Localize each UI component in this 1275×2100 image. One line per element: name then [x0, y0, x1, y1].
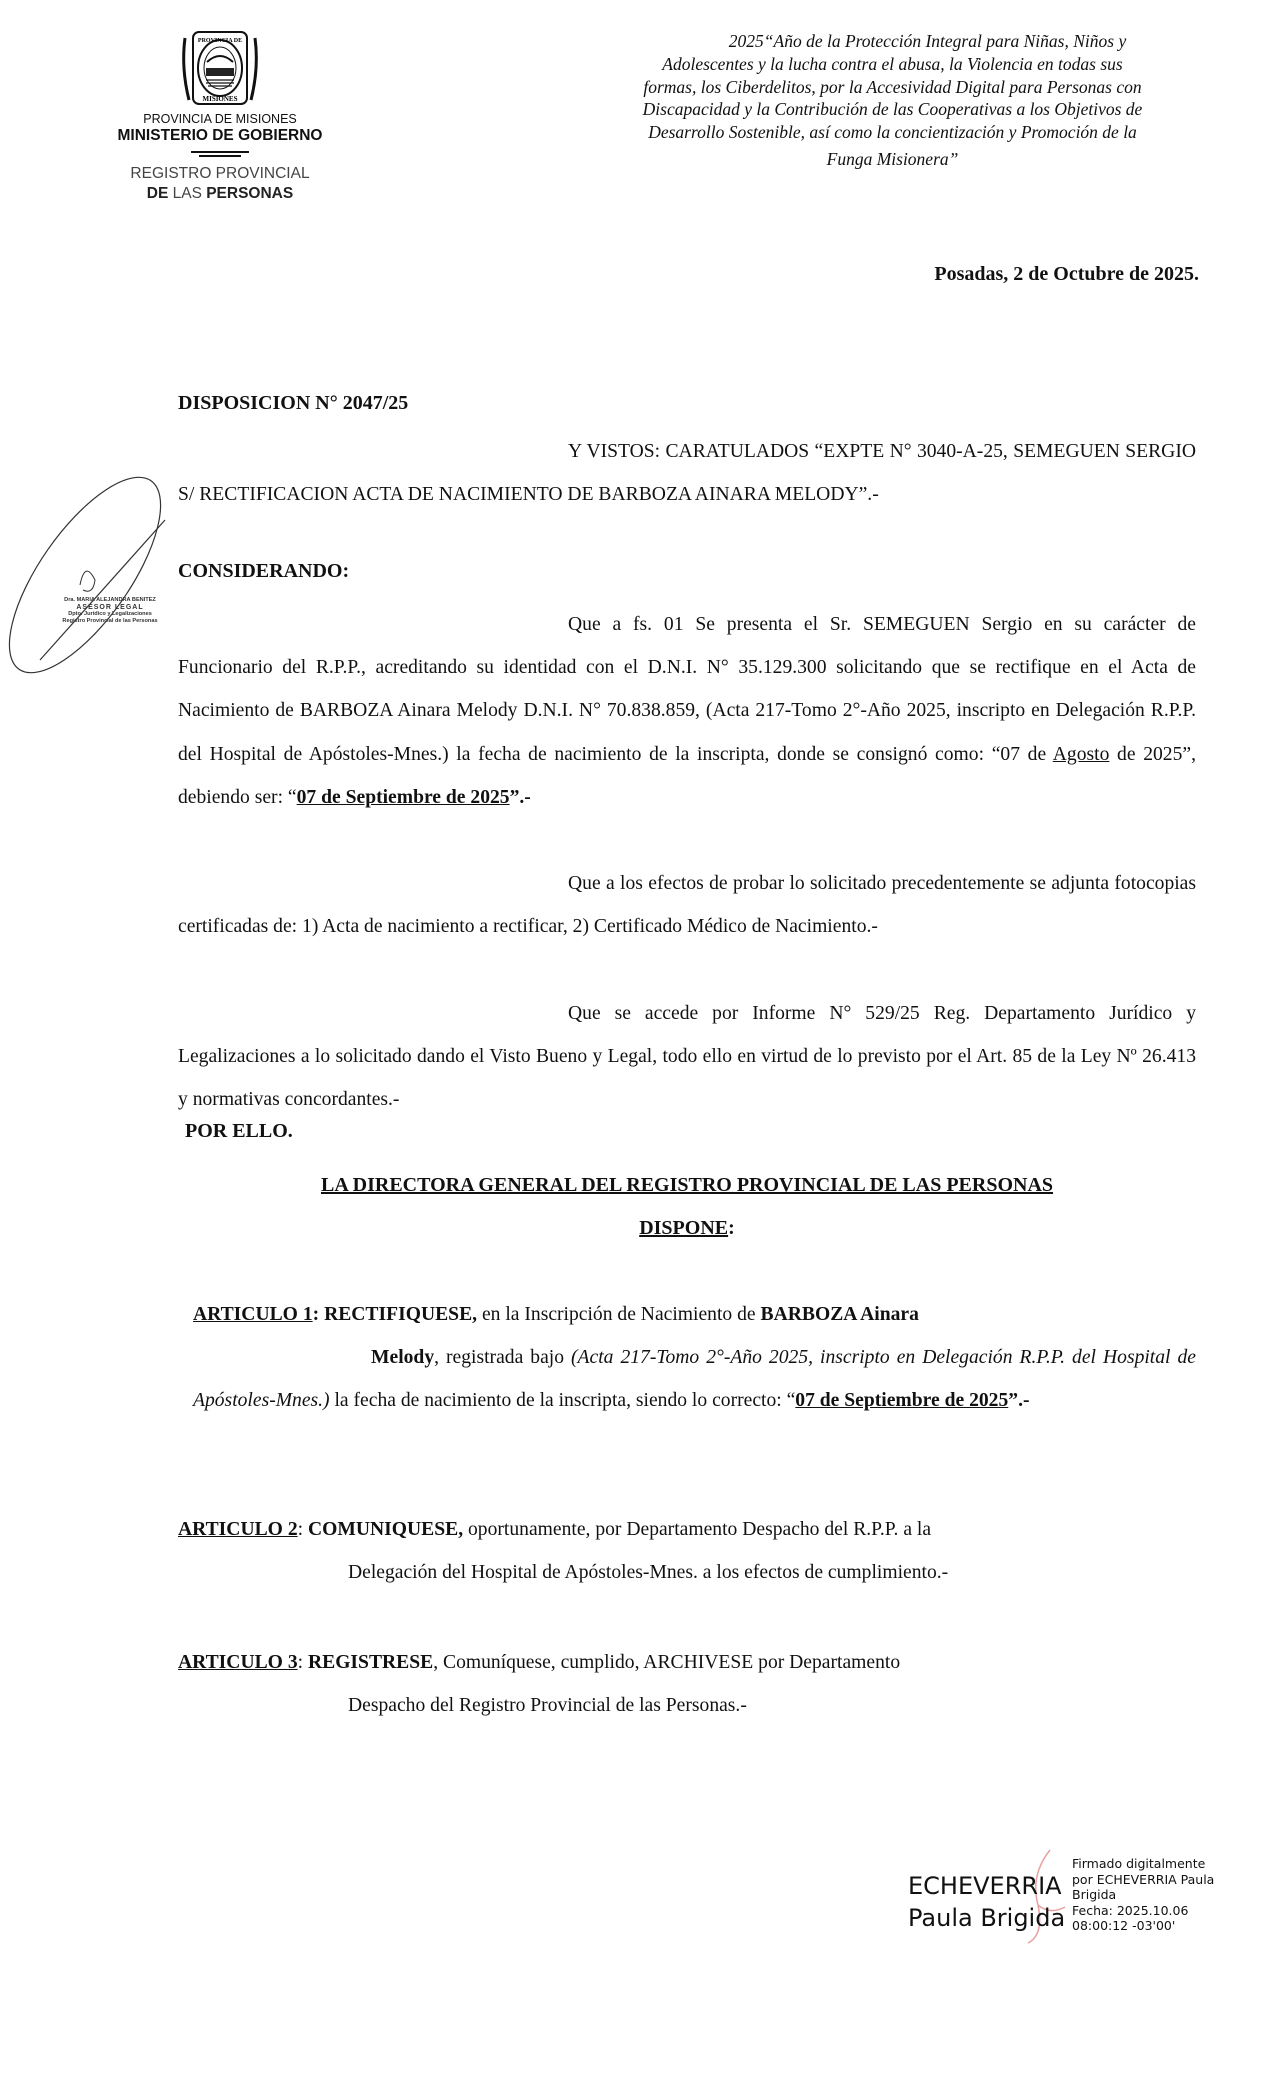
- article-3: ARTICULO 3: REGISTRESE, Comuníquese, cumplido, ARCHIVESE por Departamento Despacho del Registro Provincial de las Personas.-: [178, 1652, 901, 1716]
- svg-text:PROVINCIA DE: PROVINCIA DE: [197, 38, 243, 44]
- correct-date: 07 de Septiembre de 2025: [296, 786, 510, 808]
- article-label: ARTICULO 2: [178, 1519, 298, 1540]
- ministry-logo: [95, 28, 345, 204]
- legal-advisor-signature: Dra. MARIA ALEJANDRA BENITEZ ASESOR LEGAL Dpto. Jurídico y Legalizaciones Registro Provincial de las Personas: [5, 465, 175, 705]
- por-ello-heading: POR ELLO.: [185, 1120, 293, 1142]
- article-label: ARTICULO 3: [178, 1652, 298, 1673]
- handwritten-signature-icon: [5, 465, 175, 705]
- correct-date: 07 de Septiembre de 2025: [795, 1390, 1009, 1411]
- logo-divider: [191, 151, 249, 153]
- svg-text:MISIONES: MISIONES: [202, 95, 238, 103]
- considerando-paragraph-2: Que a los efectos de probar lo solicitado precedentemente se adjunta fotocopias certificadas de: 1) Acta de nacimiento a rectificar, 2) Certificado Médico de Nacimiento.-: [178, 873, 1196, 938]
- logo-divider: [199, 155, 241, 157]
- place-date: Posadas, 2 de Octubre de 2025.: [934, 263, 1199, 285]
- vistos-paragraph: Y VISTOS: CARATULADOS “EXPTE N° 3040-A-25, SEMEGUEN SERGIO S/ RECTIFICACION ACTA DE NACIMIENTO DE BARBOZA AINARA MELODY”.-: [178, 441, 1196, 506]
- year-motto: 2025“Año de la Protección Integral para Niñas, Niños y Adolescentes y la lucha contra el abusa, la Violencia en todas sus formas, los Ciberdelitos, por la Accesividad Digital para Personas con Discapacidad y la Contribución de las Cooperativas a los Objetivos de Desarrollo Sostenible, así como la concientización y Promoción de la Funga Misionera”: [642, 31, 1143, 169]
- provincial-crest-icon: [175, 28, 265, 108]
- directora-heading: LA DIRECTORA GENERAL DEL REGISTRO PROVINCIAL DE LAS PERSONAS DISPONE:: [320, 1174, 1054, 1239]
- registry-name: REGISTRO PROVINCIAL DE LAS PERSONAS: [130, 164, 310, 202]
- article-2: ARTICULO 2: COMUNIQUESE, oportunamente, por Departamento Despacho del R.P.P. a la Delegación del Hospital de Apóstoles-Mnes. a los efectos de cumplimiento.-: [178, 1519, 949, 1583]
- ministry-name: MINISTERIO DE GOBIERNO: [117, 127, 323, 144]
- digital-signer-name: ECHEVERRIA Paula Brigida: [908, 1872, 1066, 1932]
- province-name: PROVINCIA DE MISIONES: [143, 112, 297, 126]
- considerando-paragraph-1: Que a fs. 01 Se presenta el Sr. SEMEGUEN Sergio en su carácter de Funcionario del R.P.P., acreditando su identidad con el D.N.I. N° 35.129.300 solicitando que se rectifique en el Acta de Nacimiento de BARBOZA Ainara Melody D.N.I. N° 70.838.859, (Acta 217-Tomo 2°-Año 2025, inscripto en Delegación R.P.P. del Hospital de Apóstoles-Mnes.) la fecha de nacimiento de la inscripta, donde se consignó como: “07 de Agosto de 2025”, debiendo ser: “07 de Septiembre de 2025”.-: [178, 614, 1196, 808]
- considerando-paragraph-3: Que se accede por Informe N° 529/25 Reg. Departamento Jurídico y Legalizaciones a lo solicitado dando el Visto Bueno y Legal, todo ello en virtud de lo previsto por el Art. 85 de la Ley Nº 26.413 y normativas concordantes.-: [178, 1003, 1196, 1111]
- article-label: ARTICULO 1: [193, 1304, 313, 1325]
- considerando-heading: CONSIDERANDO:: [178, 560, 350, 582]
- article-1: ARTICULO 1: RECTIFIQUESE, en la Inscripción de Nacimiento de BARBOZA Ainara Melody, registrada bajo (Acta 217-Tomo 2°-Año 2025, inscripto en Delegación R.P.P. del Hospital de Apóstoles-Mnes.) la fecha de nacimiento de la inscripta, siendo lo correcto: “07 de Septiembre de 2025”.-: [193, 1304, 1196, 1411]
- digital-signature-info: Firmado digitalmente por ECHEVERRIA Paula Brigida Fecha: 2025.10.06 08:00:12 -03'00': [1072, 1856, 1215, 1933]
- disposition-title: DISPOSICION N° 2047/25: [178, 392, 409, 414]
- wrong-month: Agosto: [1052, 743, 1110, 765]
